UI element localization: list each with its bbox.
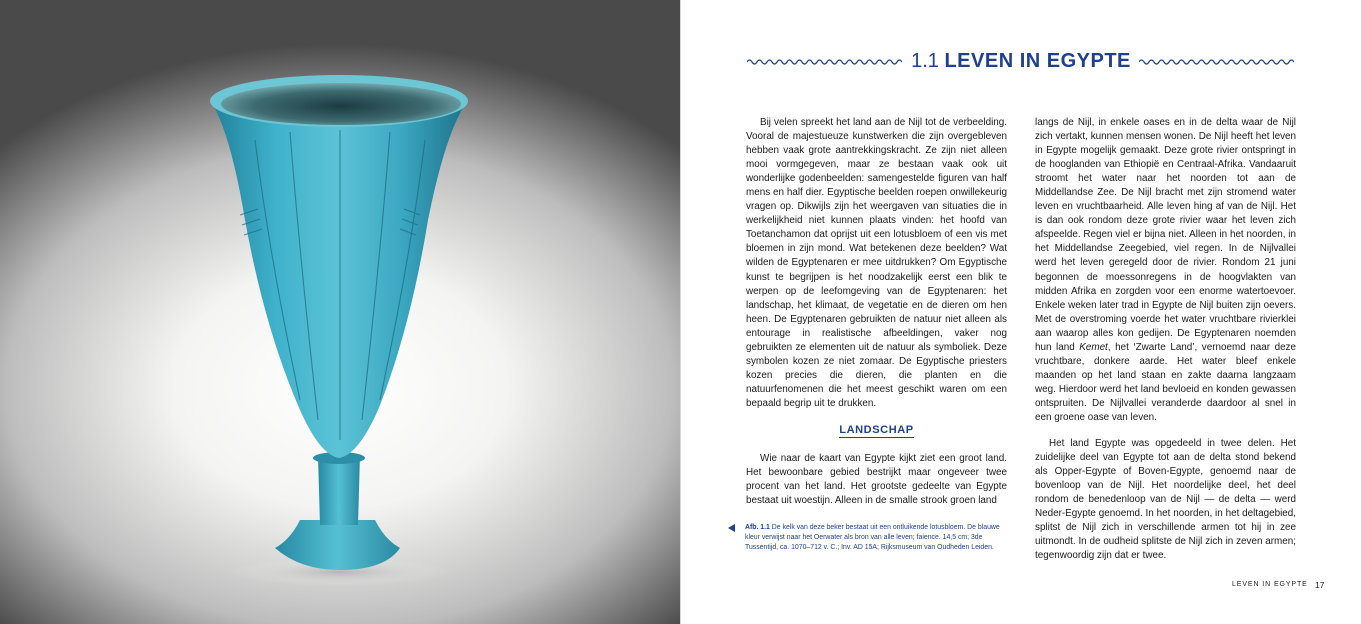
chapter-name: LEVEN IN EGYPTE — [944, 50, 1131, 72]
caption-body: De kelk van deze beker bestaat uit een ontluikende lotusbloem. De blauwe kleur verwijst naar het Oerwater als bron van alle leven; faience. 14,5 cm; 3de Tussentijd, ca. 1070–712 v. C.; Inv. AD 15A; Rijksmuseum van Oudheden Leiden. — [745, 524, 1000, 551]
body-paragraph — [1035, 116, 1296, 425]
body-paragraph: Het land Egypte was opgedeeld in twee delen. Het zuidelijke deel van Egypte tot aan de delta stond bekend als Opper-Egypte of Boven-Egypte, genoemd naar de bovenloop van de Nijl. Het noordelijke deel, het deel rondom de benedenloop van de Nijl — de delta — werd Neder-Egypte genoemd. In het noorden, in het deltagebied, splitst de Nijl zich in verschillende armen tot hij in zee uitmondt. In de oudheid splitste de Nijl zich in zeven armen; tegenwoordig zijn dat er twee. — [1035, 438, 1296, 562]
caption-text — [745, 523, 1008, 553]
wave-line-icon — [1139, 57, 1294, 67]
body-text: , het ‘Zwarte Land’, vernoemd naar deze vruchtbare, donkere aarde. Het water bleef enkele maanden op het land staan en zakte daarna langzaam weg. Hierdoor werd het land bevloeid en konden gewassen ontspruiten. De Nijlvallei veranderde daardoor al snel in een groene oase van leven. — [1035, 341, 1296, 423]
triangle-left-icon — [728, 524, 736, 532]
body-text: langs de Nijl, in enkele oases en in de delta waar de Nijl zich vertakt, kunnen mensen wonen. De Nijl heeft het leven in Egypte mogelijk gemaakt. Deze grote rivier ontspringt in de hooglanden van Ethiopië en Centraal-Afrika. Vandaaruit stroomt het water naar het noorden tot aan de Middellandse Zee. De Nijl bracht met zijn stromend water leven en vruchtbaarheid. Alle leven hing af van de Nijl. Het is dan ook rondom deze grote rivier waar het leven zich afspeelde. Regen viel er bijna niet. Alleen in het noorden, in het Middellandse Zeegebied, viel regen. In de Nijlvallei werd het leven geregeld door de rivier. Rondom 21 juni begonnen de moessonregens in de hoogvlakten van midden Afrika en zorgden voor een enorme watertoevoer. Enkele weken later trad in Egypte de Nijl buiten zijn oevers. Met de overstroming voerde het water vruchtbare rivierklei aan waarop alles kon gedijen. De Egyptenaren noemden hun land — [1035, 117, 1296, 353]
page-number: 17 — [1315, 580, 1325, 590]
wave-line-icon — [747, 57, 902, 67]
figure-caption — [728, 523, 1008, 553]
italic-term: Kemet — [1079, 341, 1108, 353]
caption-label: Afb. 1.1 — [745, 524, 770, 531]
chapter-title — [906, 50, 1136, 73]
body-column-left-top — [746, 116, 1007, 411]
chapter-number: 1.1 — [911, 50, 939, 72]
faience-cup-image — [0, 0, 680, 624]
section-heading-text: LANDSCHAP — [839, 424, 914, 436]
body-paragraph: Wie naar de kaart van Egypte kijkt ziet een groot land. Het bewoonbare gebied bestrijkt maar ongeveer twee procent van het land. Het grootste gedeelte van Egypte bestaat uit woestijn. Alleen in de smalle strook groen land — [746, 453, 1007, 507]
body-paragraph: Bij velen spreekt het land aan de Nijl tot de verbeelding. Vooral de majestueuze kunstwerken die zijn overgebleven hebben vaak grote aantrekkingskracht. Ze zijn niet alleen mooi vormgegeven, maar ze bestaan vaak ook uit wonderlijke godenbeelden: samengestelde figuren van half mens en half dier. Egyptische beelden roepen onwillekeurig vragen op. Dikwijls zijn het weergaven van situaties die in werkelijkheid niet kunnen plaats vinden: het hoofd van Toetanchamon dat oprijst uit een lotusbloem of een vis met bloemen in zijn mond. Wat betekenen deze beelden? Wat wilden de Egyptenaren er mee uitdrukken? Om Egyptische kunst te begrijpen is het noodzakelijk eerst een blik te werpen op de leefomgeving van de Egyptenaren: het landschap, het klimaat, de vegetatie en de dieren om hen heen. De Egyptenaren gebruikten de natuur niet alleen als entourage in realistische afbeeldingen, vaker nog gebruikten ze elementen uit de natuur als symboliek. Deze symbolen kozen ze niet zomaar. De Egyptische priesters kozen precies die dieren, die planten en die natuurfenomenen die het meest geschikt waren om een bepaald begrip uit te drukken. — [746, 117, 1007, 409]
running-footer: LEVEN IN EGYPTE — [1232, 581, 1308, 588]
body-column-right — [1035, 116, 1296, 563]
section-heading — [746, 424, 1007, 436]
body-column-left-bottom — [746, 452, 1007, 508]
left-page-photo — [0, 0, 680, 624]
right-page — [681, 0, 1361, 624]
